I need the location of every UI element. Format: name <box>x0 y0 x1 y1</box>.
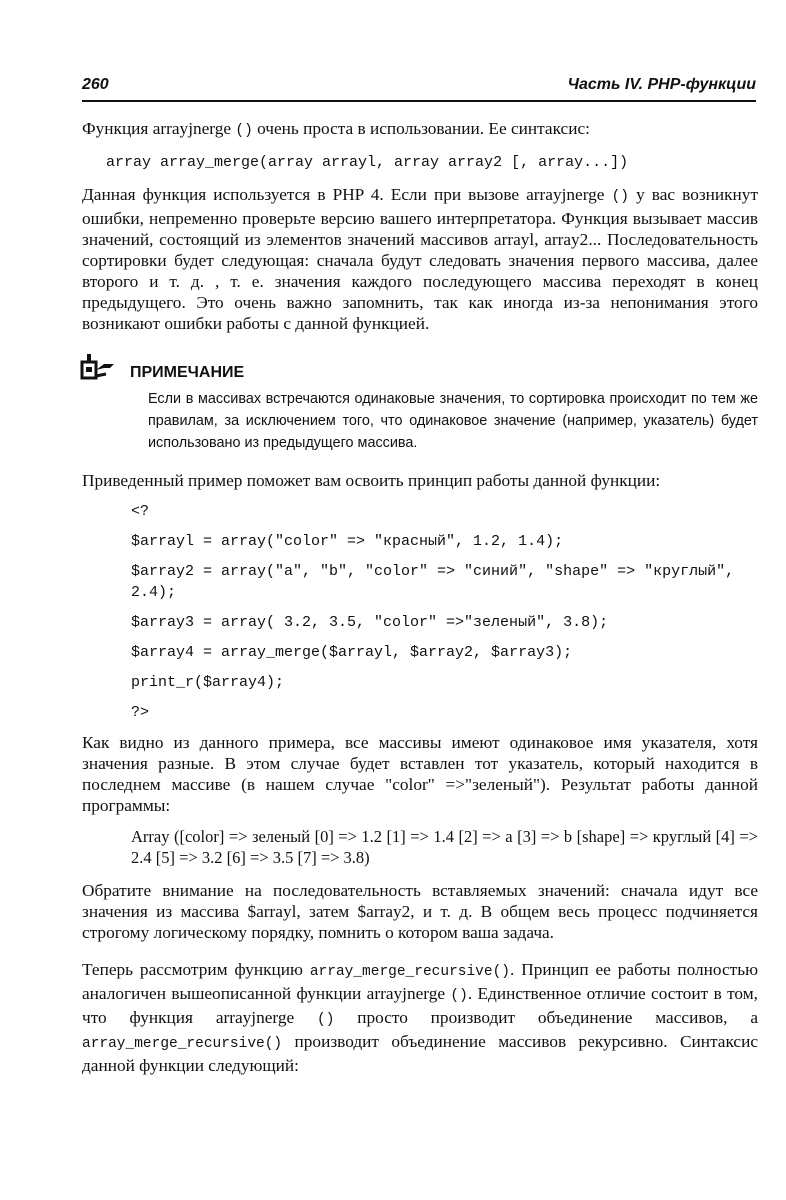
note-block <box>82 362 758 454</box>
recursive-paragraph: Теперь рассмотрим функцию array_merge_recursive(). Принцип ее работы полностью аналогичен вышеописанной функции arrayjnerge (). Единственное отличие состоит в том, что функция arrayjnerge () просто производит объединение массивов, а array_merge_recursive() производит объединение массивов рекурсивно. Синтаксис данной функции следующий: <box>82 960 759 1075</box>
intro-paragraph: Функция arrayjnerge () очень проста в использовании. Ее синтаксис: <box>82 119 590 139</box>
code-line: $array2 = array("a", "b", "color" => "синий", "shape" => "круглый", 2.4); <box>131 563 735 601</box>
page-body <box>82 118 758 1076</box>
code-line: print_r($array4); <box>131 674 285 691</box>
syntax-line: array array_merge(array arrayl, array array2 [, array...]) <box>106 154 629 171</box>
code-example <box>131 501 758 723</box>
code-line: $array3 = array( 3.2, 3.5, "color" =>"зеленый", 3.8); <box>131 614 609 631</box>
after-code-paragraph: Как видно из данного примера, все массивы имеют одинаковое имя указателя, хотя значения разные. В этом случае будет вставлен тот указатель, который находится в последнем массиве (в нашем случае "color" =>"зеленый"). Результат работы данной программы: <box>82 733 758 815</box>
description-paragraph: Данная функция используется в PHP 4. Если при вызове arrayjnerge () у вас возникнут ошибки, непременно проверьте версию вашего интерпретатора. Функция вызывает массив значений, состоящий из элементов значений массивов arrayl, array2... Последовательность сортировки будет следующая: сначала будут следовать значения первого массива, далее второго и т. д. , т. е. значения каждого последующего массива переходят в конец предыдущего. Это очень важно запомнить, так как иногда из-за непонимания этого возникают ошибки работы с данной функцией. <box>82 185 758 333</box>
code-line: $array4 = array_merge($arrayl, $array2, $array3); <box>131 644 573 661</box>
note-hand-icon <box>80 354 118 384</box>
code-line: <? <box>131 503 150 520</box>
code-line: ?> <box>131 704 150 721</box>
example-intro: Приведенный пример поможет вам освоить принцип работы данной функции: <box>82 471 661 490</box>
note-title: ПРИМЕЧАНИЕ <box>130 364 245 381</box>
note-text: Если в массивах встречаются одинаковые значения, то сортировка происходит по тем же правилам, за исключением того, что одинаковое значение (например, указатель) будет использовано из предыдущего массива. <box>148 391 758 451</box>
part-title: Часть IV. PHP-функции <box>567 76 756 93</box>
program-output: Array ([color] => зеленый [0] => 1.2 [1] => 1.4 [2] => a [3] => b [shape] => круглый [4] => 2.4 [5] => 3.2 [6] => 3.5 [7] => 3.8) <box>131 827 758 867</box>
code-line: $arrayl = array("color" => "красный", 1.2, 1.4); <box>131 533 564 550</box>
page-number: 260 <box>82 76 109 93</box>
page-header <box>82 74 756 102</box>
order-paragraph: Обратите внимание на последовательность вставляемых значений: сначала идут все значения из массива $arrayl, затем $array2, и т. д. В общем весь процесс подчиняется строгому логическому порядку, помнить о котором ваша задача. <box>82 881 758 942</box>
